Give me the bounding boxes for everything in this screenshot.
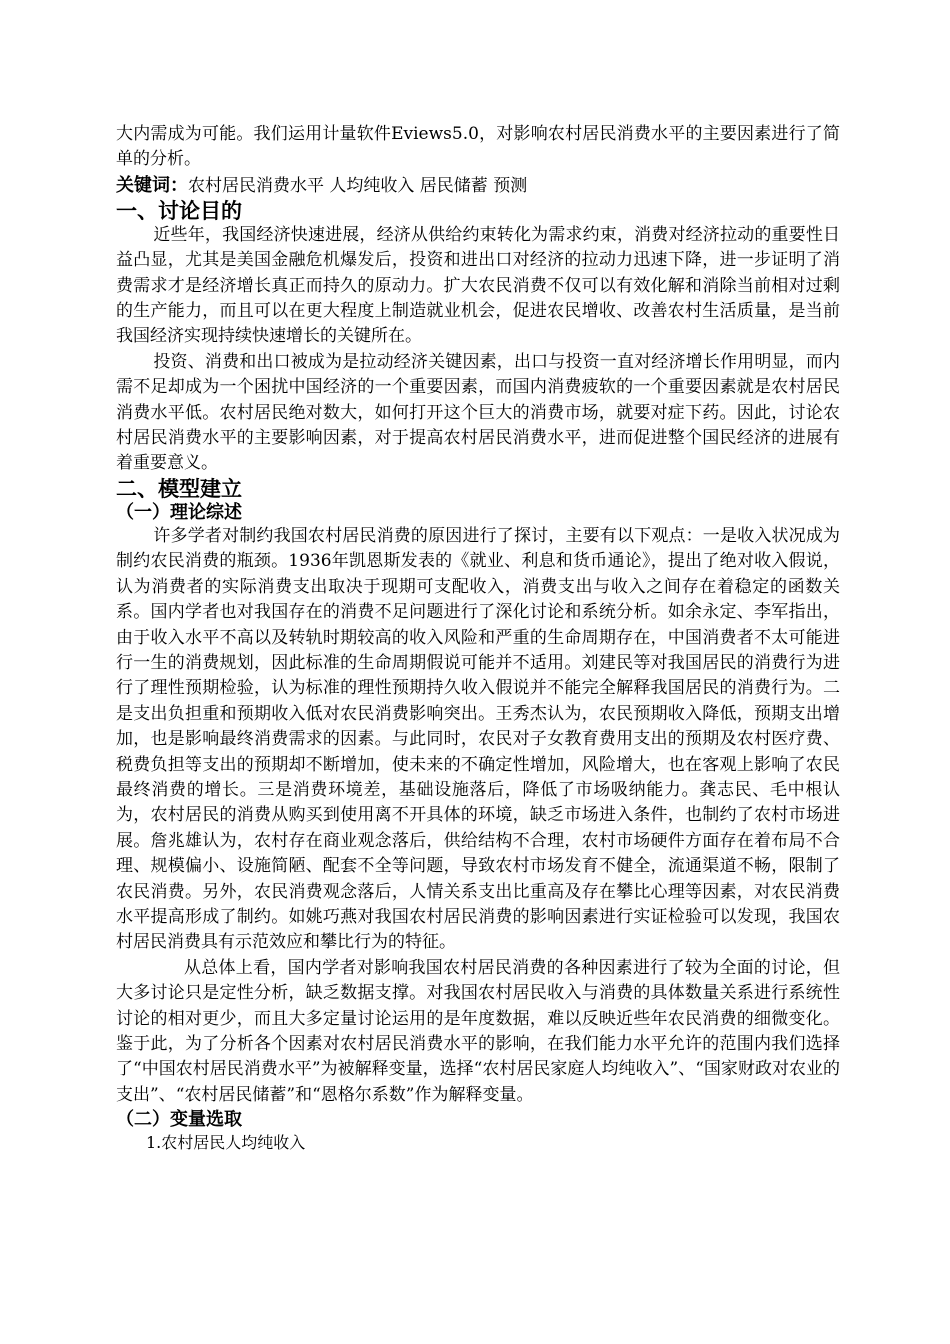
keywords-line [116,173,840,199]
section1-title: 一、讨论目的 [116,198,242,223]
section1-paragraph-2: 投资、消费和出口被成为是拉动经济关键因素，出口与投资一直对经济增长作用明显，而内需不足却成为一个困扰中国经济的一个重要因素，而国内消费疲软的一个重要因素就是农村居民消费水平低。农村居民绝对数大，如何打开这个巨大的消费市场，就要对症下药。因此，讨论农村居民消费水平的主要影响因素，对于提高农村居民消费水平，进而促进整个国民经济的进展有着重要意义。 [116,351,840,474]
variable-item-1: 1.农村居民人均纯收入 [146,1133,306,1153]
keywords-label: 关键词： [116,174,188,196]
subsection1-title: （一）理论综述 [116,501,242,523]
subsection2-title: （二）变量选取 [116,1109,242,1131]
section1-paragraph-1: 近些年，我国经济快速进展，经济从供给约束转化为需求约束，消费对经济拉动的重要性日益凸显，尤其是美国金融危机爆发后，投资和进出口对经济的拉动力迅速下降，进一步证明了消费需求才是经济增长真正而持久的原动力。扩大农民消费不仅可以有效化解和消除当前相对过剩的生产能力，而且可以在更大程度上制造就业机会，促进农民增收、改善农村生活质量，是当前我国经济实现持续快速增长的关键所在。 [116,224,840,347]
section2-title: 二、模型建立 [116,476,242,501]
intro-tail-paragraph: 大内需成为可能。我们运用计量软件Eviews5.0，对影响农村居民消费水平的主要因素进行了简单的分析。 [116,124,840,170]
subsection1-paragraph-2: 从总体上看，国内学者对影响我国农村居民消费的各种因素进行了较为全面的讨论，但大多讨论只是定性分析，缺乏数据支撑。对我国农村居民收入与消费的具体数量关系进行系统性讨论的相对更少，而且大多定量讨论运用的是年度数据，难以反映近些年农民消费的细微变化。鉴于此，为了分析各个因素对农村居民消费水平的影响，在我们能力水平允许的范围内我们选择了“中国农村居民消费水平”为被解释变量，选择“农村居民家庭人均纯收入”、“国家财政对农业的支出”、“农村居民储蓄”和“恩格尔系数”作为解释变量。 [116,957,840,1105]
document-page [116,122,840,1155]
keywords-text: 农村居民消费水平 人均纯收入 居民储蓄 预测 [188,175,528,196]
subsection1-paragraph-1: 许多学者对制约我国农村居民消费的原因进行了探讨，主要有以下观点：一是收入状况成为制约农民消费的瓶颈。1936年凯恩斯发表的《就业、利息和货币通论》，提出了绝对收入假说，认为消费者的实际消费支出取决于现期可支配收入，消费支出与收入之间存在着稳定的函数关系。国内学者也对我国存在的消费不足问题进行了深化讨论和系统分析。如余永定、李军指出，由于收入水平不高以及转轨时期较高的收入风险和严重的生命周期存在，中国消费者不太可能进行一生的消费规划，因此标准的生命周期假说可能并不适用。刘建民等对我国居民的消费行为进行了理性预期检验，认为标准的理性预期持久收入假说并不能完全解释我国居民的消费行为。二是支出负担重和预期收入低对农民消费影响突出。王秀杰认为，农民预期收入降低，预期支出增加，也是影响最终消费需求的因素。与此同时，农民对子女教育费用支出的预期及农村医疗费、税费负担等支出的预期却不断增加，使未来的不确定性增加，风险增大，也在客观上影响了农民最终消费的增长。三是消费环境差，基础设施落后，降低了市场吸纳能力。龚志民、毛中根认为，农村居民的消费从购买到使用离不开具体的环境，缺乏市场进入条件，也制约了农村市场进展。詹兆雄认为，农村存在商业观念落后，供给结构不合理，农村市场硬件方面存在着布局不合理、规模偏小、设施简陋、配套不全等问题，导致农村市场发育不健全，流通渠道不畅，限制了农民消费。另外，农民消费观念落后，人情关系支出比重高及存在攀比心理等因素，对农民消费水平提高形成了制约。如姚巧燕对我国农村居民消费的影响因素进行实证检验可以发现，我国农村居民消费具有示范效应和攀比行为的特征。 [116,525,840,953]
